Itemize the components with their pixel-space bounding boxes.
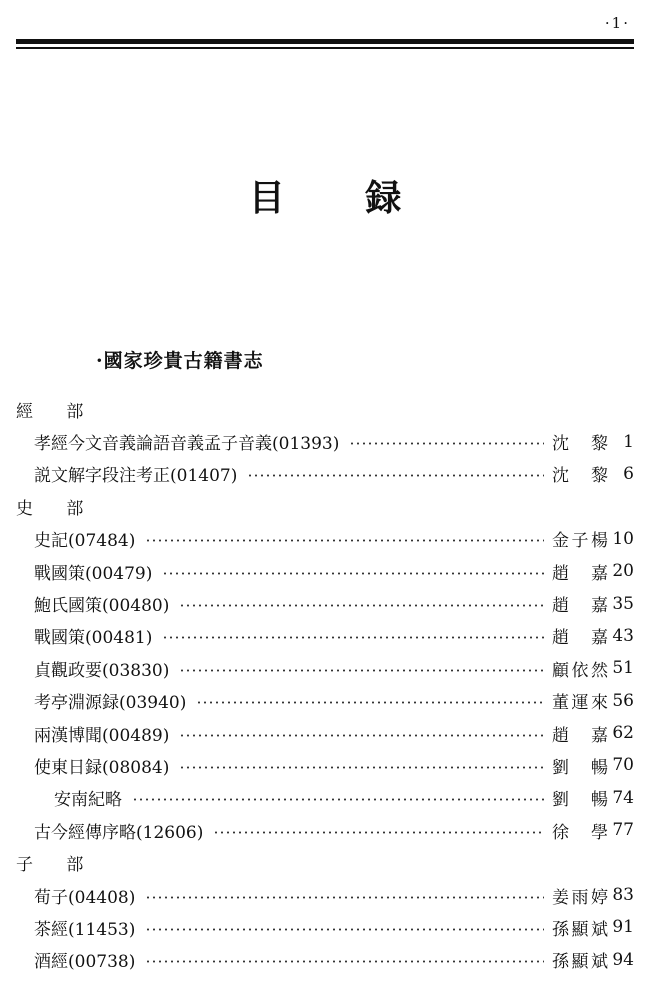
entry-title: 酒經(00738) [34, 952, 136, 973]
section-label-shi [16, 490, 634, 522]
toc-sub-entry[interactable] [16, 782, 634, 814]
entry-author: 劉 暢 [552, 757, 608, 778]
entry-page: 74 [612, 787, 634, 808]
dot-leader [349, 442, 544, 445]
toc-entry[interactable] [16, 685, 634, 717]
entry-title: 古今經傳序略(12606) [34, 822, 204, 843]
entry-page: 62 [612, 723, 634, 744]
dot-leader [213, 831, 544, 834]
entry-page: 77 [612, 820, 634, 841]
entry-page: 91 [612, 917, 634, 938]
dot-leader [145, 960, 544, 963]
toc-entry[interactable] [16, 555, 634, 587]
entry-page: 56 [612, 690, 634, 711]
entry-page: 6 [623, 463, 634, 484]
dot-leader [145, 539, 544, 542]
entry-title: 鮑氏國策(00480) [34, 596, 170, 617]
toc-entry[interactable] [16, 523, 634, 555]
entry-title: 史記(07484) [34, 531, 136, 552]
dot-leader [162, 572, 544, 575]
dot-leader [179, 766, 544, 769]
dot-leader [145, 928, 544, 931]
toc-entry[interactable] [16, 944, 634, 976]
entry-page: 94 [612, 949, 634, 970]
collection-heading: ·國家珍貴古籍書志 [96, 350, 264, 372]
toc-entry[interactable] [16, 458, 634, 490]
entry-page: 51 [612, 658, 634, 679]
section-label: 子 部 [16, 855, 98, 876]
entry-title: 貞觀政要(03830) [34, 660, 170, 681]
entry-author: 趙 嘉 [552, 628, 608, 649]
section-label: 經 部 [16, 401, 98, 422]
toc-entry[interactable] [16, 749, 634, 781]
toc-entry[interactable] [16, 911, 634, 943]
table-of-contents [16, 393, 634, 976]
toc-entry[interactable] [16, 620, 634, 652]
section-label-jing [16, 393, 634, 425]
entry-title: 荀子(04408) [34, 887, 136, 908]
entry-title: 茶經(11453) [34, 919, 136, 940]
dot-leader [162, 636, 544, 639]
entry-title: 兩漢博聞(00489) [34, 725, 170, 746]
dot-leader [179, 604, 544, 607]
dot-leader [132, 798, 544, 801]
dot-leader [145, 896, 544, 899]
entry-author: 徐 學 [552, 822, 608, 843]
entry-author: 劉 暢 [552, 790, 608, 811]
toc-entry[interactable] [16, 717, 634, 749]
entry-title: 使東日録(08084) [34, 757, 170, 778]
entry-page: 20 [612, 561, 634, 582]
toc-entry[interactable] [16, 425, 634, 457]
entry-title: 説文解字段注考正(01407) [34, 466, 238, 487]
entry-author: 沈 黎 [552, 466, 608, 487]
dot-leader [179, 669, 544, 672]
entry-author: 董運來 [552, 693, 608, 714]
toc-entry[interactable] [16, 879, 634, 911]
toc-entry[interactable] [16, 652, 634, 684]
entry-author: 孫顯斌 [552, 919, 608, 940]
header-rule-thin [16, 47, 634, 49]
entry-author: 孫顯斌 [552, 952, 608, 973]
entry-page: 1 [623, 431, 634, 452]
entry-author: 沈 黎 [552, 434, 608, 455]
entry-author: 趙 嘉 [552, 725, 608, 746]
dot-leader [179, 734, 544, 737]
section-label-zi [16, 846, 634, 878]
section-label: 史 部 [16, 498, 98, 519]
entry-page: 43 [612, 625, 634, 646]
entry-page: 35 [612, 593, 634, 614]
entry-title: 考亭淵源録(03940) [34, 693, 187, 714]
entry-author: 趙 嘉 [552, 596, 608, 617]
entry-author: 趙 嘉 [552, 563, 608, 584]
dot-leader [196, 701, 544, 704]
page-number: ·1· [604, 14, 630, 32]
entry-title: 戰國策(00479) [34, 563, 153, 584]
entry-title: 孝經今文音義論語音義孟子音義(01393) [34, 434, 340, 455]
header-rule-thick [16, 39, 634, 44]
dot-leader [247, 474, 544, 477]
entry-author: 金子楊 [552, 531, 608, 552]
entry-author: 顧依然 [552, 660, 608, 681]
entry-page: 70 [612, 755, 634, 776]
page-title: 目 録 [248, 177, 436, 219]
toc-entry[interactable] [16, 587, 634, 619]
entry-page: 83 [612, 885, 634, 906]
toc-entry[interactable] [16, 814, 634, 846]
entry-title: 安南紀略 [54, 790, 122, 811]
entry-author: 姜雨婷 [552, 887, 608, 908]
entry-title: 戰國策(00481) [34, 628, 153, 649]
entry-page: 10 [612, 528, 634, 549]
